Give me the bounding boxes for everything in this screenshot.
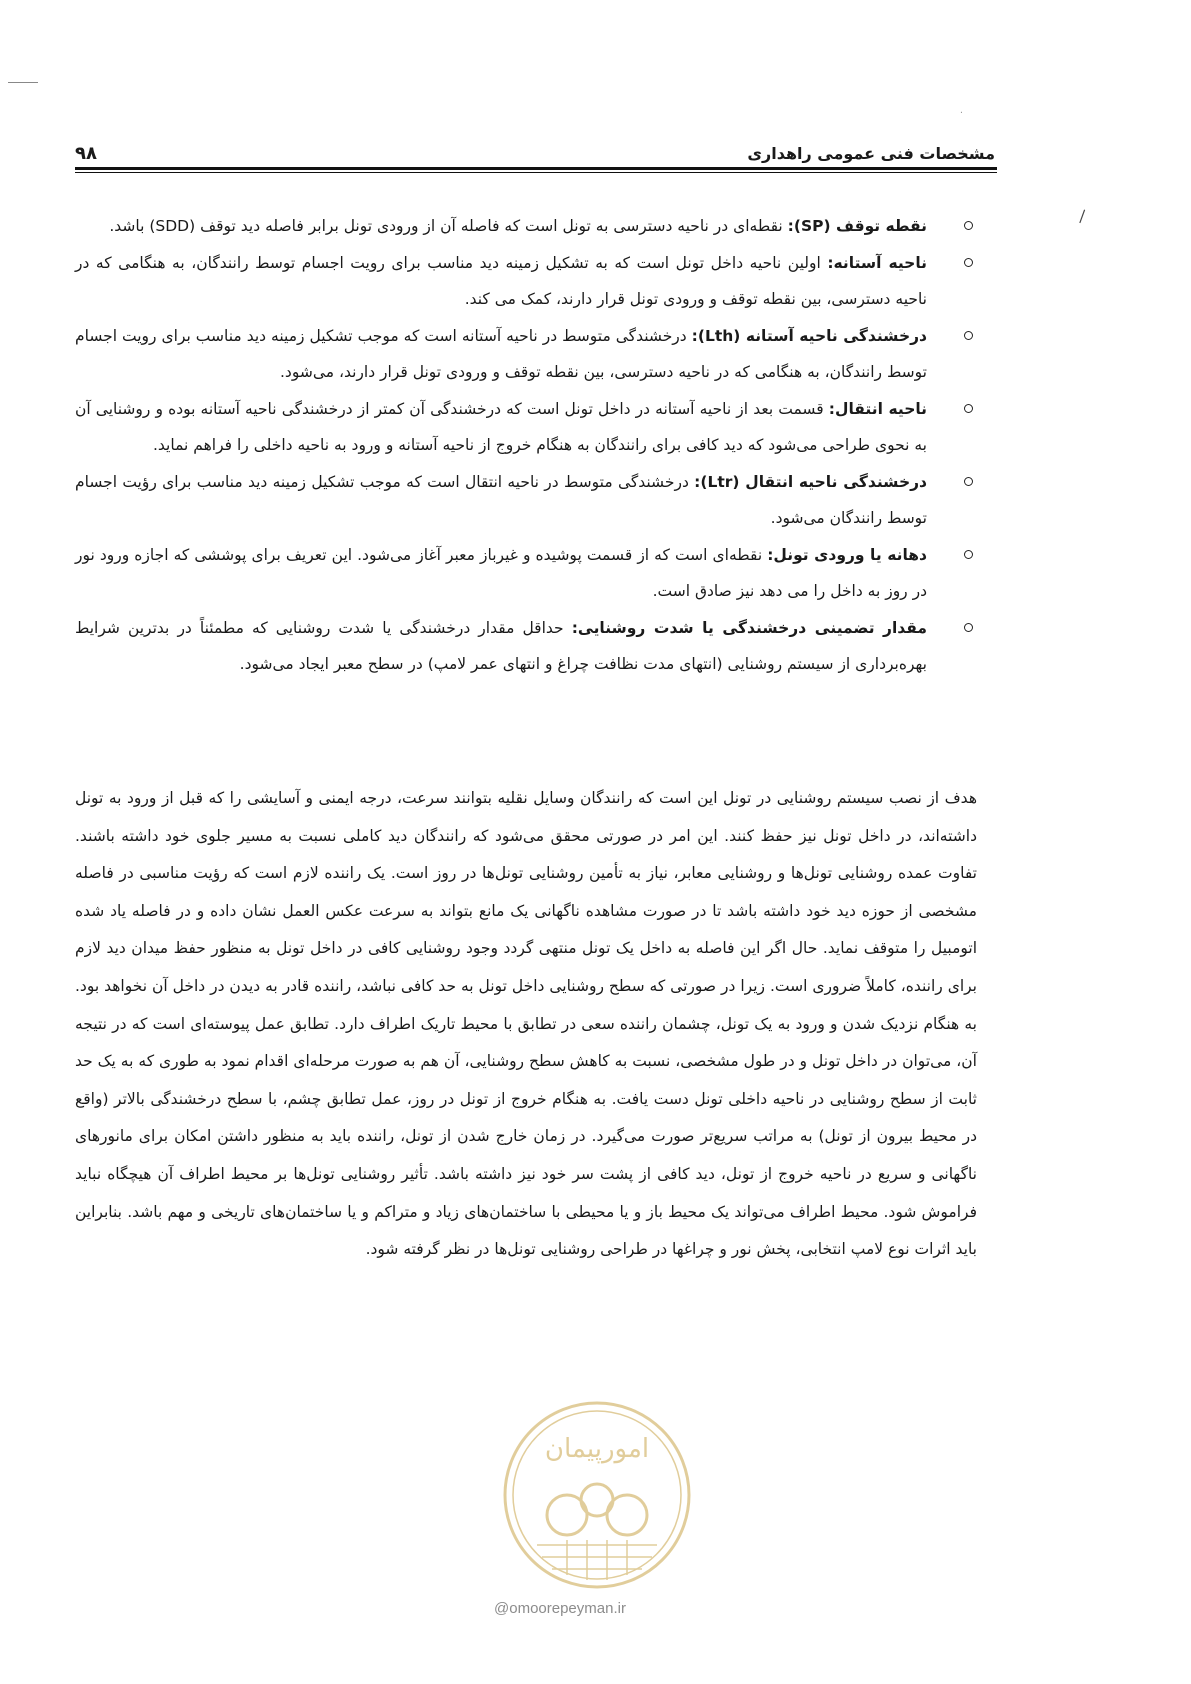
header-title: مشخصات فنی عمومی راهداری	[747, 143, 995, 163]
grid-base-icon	[537, 1540, 657, 1580]
circle-bullet-icon	[964, 550, 973, 559]
definition-text: درخشندگی متوسط در ناحیه انتقال است که موجب تشکیل زمینه دید مناسب برای رؤیت اجسام توسط رانندگان می‌شود.	[75, 472, 927, 527]
definition-item	[75, 208, 977, 245]
circle-bullet-icon	[964, 404, 973, 413]
definition-list	[75, 208, 977, 683]
scan-artifact-dots: ·	[959, 108, 963, 119]
watermark-ring	[505, 1403, 689, 1587]
definition-term: درخشندگی ناحیه انتقال (Ltr):	[694, 472, 927, 491]
definition-term: مقدار تضمینی درخشندگی یا شدت روشنایی:	[571, 618, 927, 637]
definition-text: اولین ناحیه داخل تونل است که به تشکیل زمینه دید مناسب برای رویت اجسام توسط رانندگان، به هنگامی که در ناحیه دسترسی، بین نقطه توقف و ورودی تونل قرار دارند، کمک می کند.	[75, 253, 927, 308]
circle-bullet-icon	[964, 477, 973, 486]
definition-text: نقطه‌ای است که از قسمت پوشیده و غیرباز معبر آغاز می‌شود. این تعریف برای پوششی که اجازه ورود نور در روز به داخل را می دهد نیز صادق است.	[75, 545, 927, 600]
page-header	[75, 138, 995, 168]
definition-term: دهانه یا ورودی تونل:	[767, 545, 927, 564]
definition-term: ناحیه انتقال:	[828, 399, 927, 418]
scan-artifact-line	[8, 82, 38, 83]
definition-item	[75, 391, 977, 464]
definition-item	[75, 537, 977, 610]
body-paragraph: هدف از نصب سیستم روشنایی در تونل این است که رانندگان وسایل نقلیه بتوانند سرعت، درجه ایمنی و آسایشی را که قبل از ورود به تونل داشته‌اند، در داخل تونل نیز حفظ کنند. این امر در صورتی محقق می‌شود که رانندگان دید کاملی نسبت به مسیر جلوی خود داشته باشند. تفاوت عمده روشنایی تونل‌ها و روشنایی معابر، نیاز به تأمین روشنایی تونل‌ها در روز است. یک راننده لازم است که رؤیت مناسبی در فاصله مشخصی از حوزه دید خود داشته باشد تا در صورت مشاهده ناگهانی یک مانع بتواند به سرعت عکس العمل نشان داده و در فاصله یاد شده اتومبیل را متوقف نماید. حال اگر این فاصله به داخل یک تونل منتهی گردد وجود روشنایی کافی در داخل تونل به منظور حفظ میدان دید لازم برای راننده، کاملاً ضروری است. زیرا در صورتی که سطح روشنایی داخل تونل به حد کافی نباشد، راننده قادر به دیدن در داخل آن نخواهد بود. به هنگام نزدیک شدن و ورود به یک تونل، چشمان راننده سعی در تطابق با محیط تاریک اطراف دارد. تطابق عمل پیوسته‌ای است که در نتیجه آن، می‌توان در داخل تونل و در طول مشخصی، نسبت به کاهش سطح روشنایی، آن هم به صورت مرحله‌ای اقدام نمود به طوری که به یک حد ثابت از سطح روشنایی در ناحیه داخلی تونل دست یافت. به هنگام خروج از تونل در روز، عمل تطابق چشم، با سطح درخشندگی بالاتر (واقع در محیط بیرون از تونل) به مراتب سریع‌تر صورت می‌گیرد. در زمان خارج شدن از تونل، راننده باید به منظور داشتن امکان برای مانورهای ناگهانی و سریع در ناحیه خروج از تونل، دید کافی از پشت سر خود نیز داشته باشد. تأثیر روشنایی تونل‌ها بر محیط اطراف آن هیچگاه نباید فراموش شود. محیط اطراف می‌تواند یک محیط باز و یا محیطی با ساختمان‌های زیاد و متراکم و یا ساختمان‌های تاریخی و مهم باشد. بنابراین باید اثرات نوع لامپ انتخابی، پخش نور و چراغها در طراحی روشنایی تونل‌ها در نظر گرفته شود.	[75, 789, 977, 1259]
page-number: ۹۸	[75, 142, 97, 164]
margin-pen-mark: |	[1077, 207, 1088, 225]
header-rule-thin	[75, 172, 997, 173]
gear-icon	[547, 1484, 647, 1535]
definition-text: حداقل مقدار درخشندگی یا شدت روشنایی که مطمئناً در بدترین شرایط بهره‌برداری از سیستم روشنایی (انتهای مدت نظافت چراغ و انتهای عمر لامپ) در سطح معبر ایجاد می‌شود.	[75, 618, 927, 673]
definition-term: ناحیه آستانه:	[827, 253, 927, 272]
definition-item	[75, 610, 977, 683]
definition-text: درخشندگی متوسط در ناحیه آستانه است که موجب تشکیل زمینه دید مناسب برای رویت اجسام توسط رانندگان، به هنگامی که در ناحیه دسترسی، بین نقطه توقف و ورودی تونل قرار دارند، می‌شود.	[75, 326, 927, 381]
circle-bullet-icon	[964, 623, 973, 632]
definition-term: نقطه توقف (SP):	[787, 217, 927, 235]
watermark-logo-text: امورپیمان	[544, 1434, 650, 1464]
definition-term: درخشندگی ناحیه آستانه (Lth):	[691, 326, 927, 345]
definition-item	[75, 464, 977, 537]
definition-item	[75, 245, 977, 318]
header-rule-thick	[75, 167, 997, 170]
definition-text: نقطه‌ای در ناحیه دسترسی به تونل است که فاصله آن از ورودی تونل برابر فاصله دید توقف (SDD) باشد.	[109, 217, 788, 235]
circle-bullet-icon	[964, 258, 973, 267]
definition-item	[75, 318, 977, 391]
watermark-url: @omoorepeyman.ir	[494, 1600, 626, 1617]
circle-bullet-icon	[964, 221, 973, 230]
watermark-logo	[497, 1395, 697, 1595]
circle-bullet-icon	[964, 331, 973, 340]
definition-text: قسمت بعد از ناحیه آستانه در داخل تونل است که درخشندگی آن کمتر از درخشندگی ناحیه آستانه بوده و روشنایی آن به نحوی طراحی می‌شود که دید کافی برای رانندگان به هنگام خروج از ناحیه آستانه و ورود به ناحیه داخلی را فراهم نماید.	[75, 399, 927, 454]
